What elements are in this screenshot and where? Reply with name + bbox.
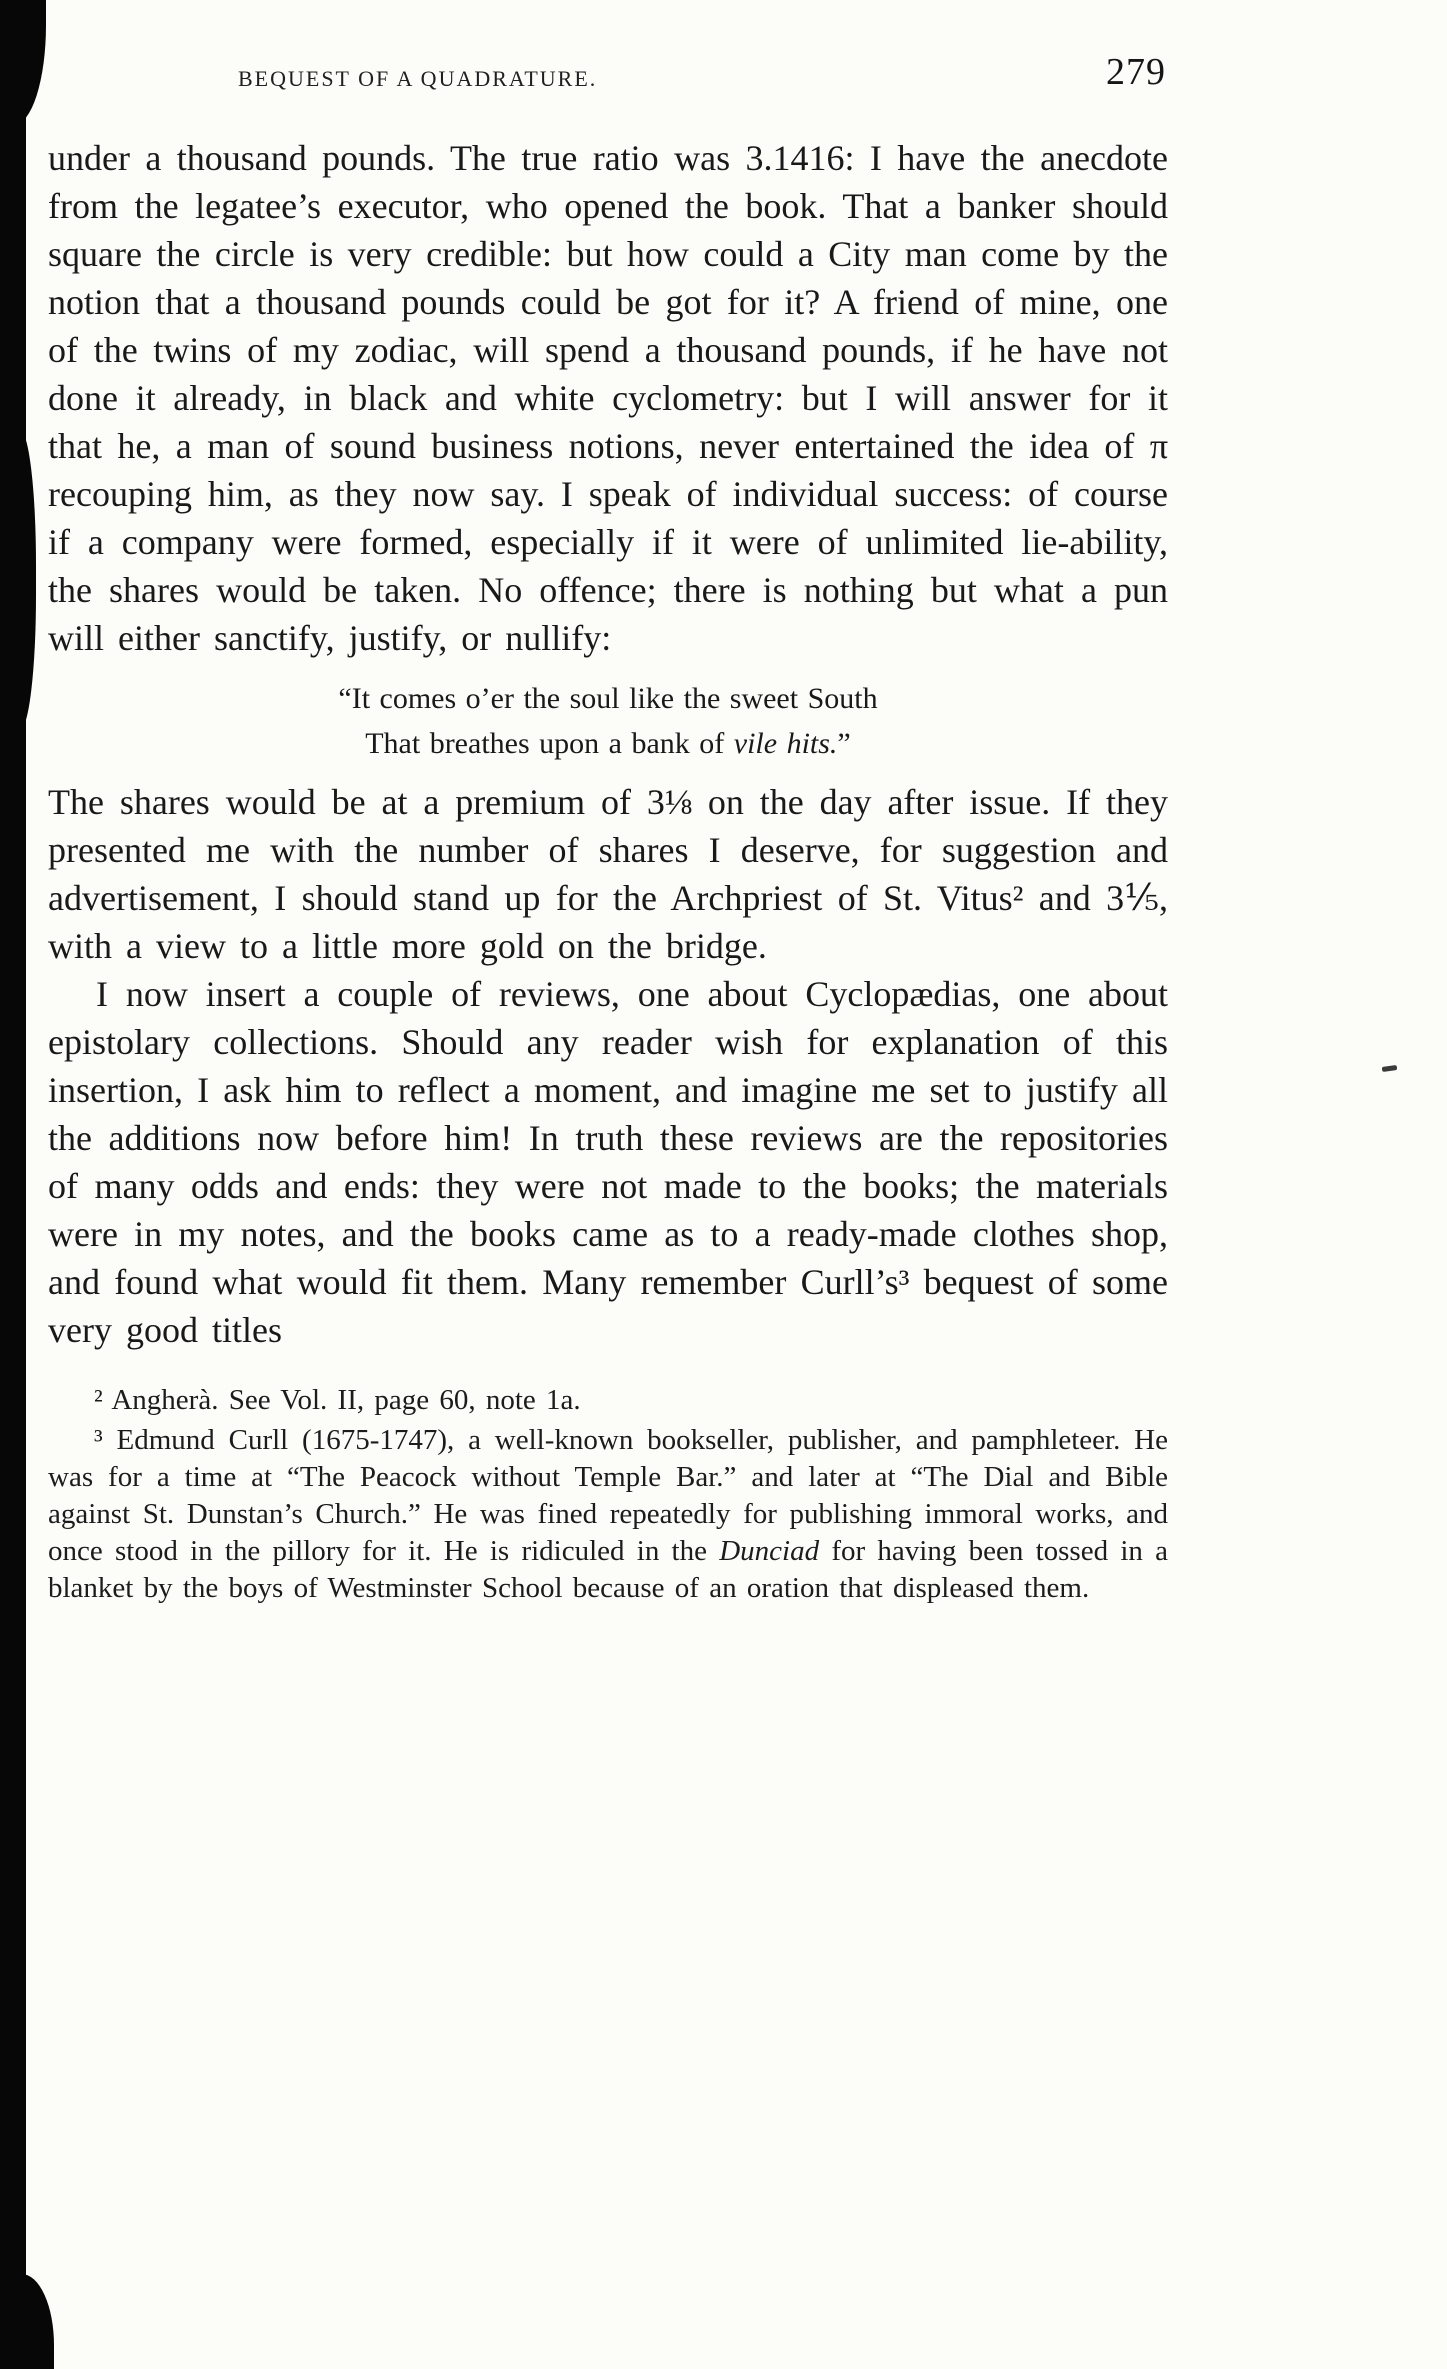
footnote-2: ² Angherà. See Vol. II, page 60, note 1a.	[94, 1384, 581, 1416]
quote-line-2-text: That breathes upon a bank of	[365, 727, 734, 760]
quote-line-2-close-quote: ”	[837, 727, 851, 760]
page-content	[48, 0, 1168, 1607]
quote-line-1: “It comes o’er the soul like the sweet South	[338, 682, 878, 715]
paragraph-2: The shares would be at a premium of 3⅛ on the day after issue. If they presented me with the number of shares I deserve, for suggestion and advertisement, I should stand up for the Archpriest of St. Vitus² and 3⅕, with a view to a little more gold on the bridge.	[48, 782, 1168, 966]
page-number: 279	[1106, 51, 1166, 93]
paragraph-3: I now insert a couple of reviews, one about Cyclopædias, one about epistolary collections. Should any reader wish for explanation of this insertion, I ask him to reflect a moment, and imagine me set to justify all the additions now before him! In truth these reviews are the repositories of many odds and ends: they were not made to the books; the materials were in my notes, and the books came as to a ready-made clothes shop, and found what would fit them. Many remember Curll’s³ bequest of some very good titles	[48, 974, 1168, 1350]
page-header	[48, 0, 1168, 134]
scan-artifact	[1382, 1065, 1398, 1072]
paragraph-1: under a thousand pounds. The true ratio was 3.1416: I have the anecdote from the legatee’s executor, who opened the book. That a banker should square the circle is very credible: but how could a City man come by the notion that a thousand pounds could be got for it? A friend of mine, one of the twins of my zodiac, will spend a thousand pounds, if he have not done it already, in black and white cyclometry: but I will answer for it that he, a man of sound business notions, never entertained the idea of π recouping him, as they now say. I speak of individual success: of course if a company were formed, especially if it were of unlimited lie-ability, the shares would be taken. No offence; there is nothing but what a pun will either sanctify, justify, or nullify:	[48, 138, 1168, 658]
footnote-3-rest: for having been tossed in a blanket by the boys of Westminster School because of an oration that displeased them.	[48, 1535, 1168, 1604]
footnote-3-text: ³ Edmund Curll (1675-1747), a well-known bookseller, publisher, and pamphleteer. He was for a time at “The Peacock without Temple Bar.” and later at “The Dial and Bible against St. Dunstan’s Church.” He was fined repeatedly for publishing immoral works, and once stood in the pillory for it. He is ridiculed in the	[48, 1424, 1168, 1567]
quote-line-2-italic: vile hits.	[733, 727, 838, 760]
footnote-3-italic: Dunciad	[719, 1535, 820, 1567]
footnotes	[48, 1382, 1168, 1607]
verse-quote	[149, 676, 1067, 766]
scan-edge-blob	[0, 430, 36, 730]
running-title: BEQUEST OF A QUADRATURE.	[238, 66, 598, 91]
footnote-3	[48, 1422, 1168, 1607]
scan-binding-edge	[0, 0, 26, 2369]
quote-line-2	[149, 721, 1067, 766]
body-text	[48, 134, 1168, 1354]
